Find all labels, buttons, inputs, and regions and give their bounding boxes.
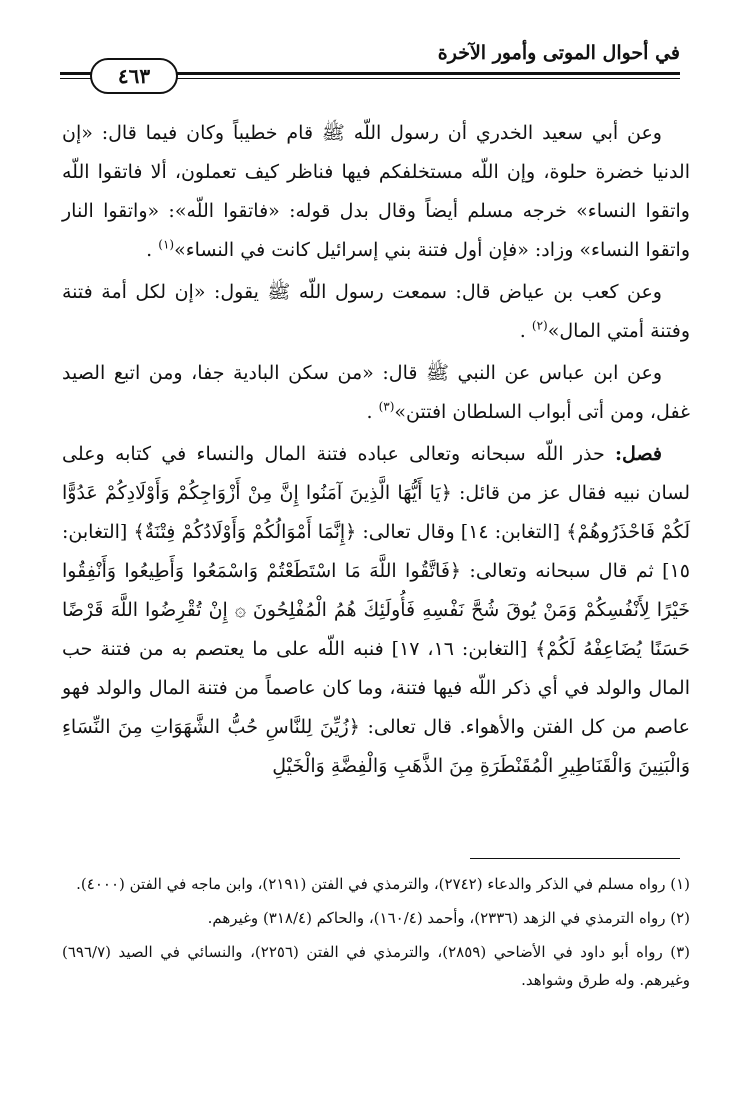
paragraph-text: وعن أبي سعيد الخدري أن رسول اللّه ﷺ قام خطيباً وكان فيما قال: «إن الدنيا خضرة حلوة، وإن اللّه مستخلفكم فيها فناظر كيف تعملون، ألا فاتقوا اللّه واتقوا النساء» خرجه مسلم أيضاً وقال بدل قوله: «فاتقوا اللّه»: «واتقوا النار واتقوا النساء» وزاد: «فإن أول فتنة بني إسرائيل كانت في النساء» <box>62 122 690 261</box>
footnote-1: (١) رواه مسلم في الذكر والدعاء (٢٧٤٢)، والترمذي في الفتن (٢١٩١)، وابن ماجه في الفتن (٤٠٠٠). <box>76 875 690 893</box>
footnote-ref-1: (١) <box>158 237 175 252</box>
section-label: فصل: <box>615 443 663 465</box>
paragraph-text: حذر اللّه سبحانه وتعالى عباده فتنة المال والنساء في كتابه وعلى لسان نبيه فقال عز من قائل: ﴿يَا أَيُّهَا الَّذِينَ آمَنُوا إِنَّ مِنْ أَزْوَاجِكُمْ وَأَوْلَادِكُمْ عَدُوًّا لَكُمْ فَاحْذَرُوهُمْ﴾ [التغابن: ١٤] وقال تعالى: ﴿إِنَّمَا أَمْوَالُكُمْ وَأَوْلَادُكُمْ فِتْنَةٌ﴾ [التغابن: ١٥] ثم قال سبحانه وتعالى: ﴿فَاتَّقُوا اللَّهَ مَا اسْتَطَعْتُمْ وَاسْمَعُوا وَأَطِيعُوا وَأَنْفِقُوا خَيْرًا لِأَنْفُسِكُمْ وَمَنْ يُوقَ شُحَّ نَفْسِهِ فَأُولَئِكَ هُمُ الْمُفْلِحُونَ ۞ إِنْ تُقْرِضُوا اللَّهَ قَرْضًا حَسَنًا يُضَاعِفْهُ لَكُمْ﴾ [التغابن: ١٦، ١٧] فنبه اللّه على ما يعتصم به من فتنة حب المال والولد في أي ذكر اللّه فيها فتنة، وما كان عاصماً من فتنة المال والولد فهو عاصم من كل الفتن والأهواء. قال تعالى: ﴿زُيِّنَ لِلنَّاسِ حُبُّ الشَّهَوَاتِ مِنَ النِّسَاءِ وَالْبَنِينَ وَالْقَنَاطِيرِ الْمُقَنْطَرَةِ مِنَ الذَّهَبِ وَالْفِضَّةِ وَالْخَيْلِ <box>62 443 691 777</box>
page-header <box>60 36 680 96</box>
footnote-3: (٣) رواه أبو داود في الأضاحي (٢٨٥٩)، والترمذي في الفتن (٢٢٥٦)، والنسائي في الصيد (٦٩٦/٧) وغيرهم. وله طرق وشواهد. <box>62 943 690 989</box>
footnote-ref-2: (٢) <box>531 318 548 333</box>
footnote-ref-3: (٣) <box>378 399 395 414</box>
footnotes <box>62 870 690 1000</box>
paragraph-hadith-1: وعن أبي سعيد الخدري أن رسول اللّه ﷺ قام خطيباً وكان فيما قال: «إن الدنيا خضرة حلوة، وإن اللّه مستخلفكم فيها فناظر كيف تعملون، ألا فاتقوا اللّه واتقوا النساء» خرجه مسلم أيضاً وقال بدل قوله: «فاتقوا اللّه»: «واتقوا النار واتقوا النساء» وزاد: «فإن أول فتنة بني إسرائيل كانت في النساء»$^{(١)}$ . <box>62 122 690 261</box>
paragraph-hadith-3: وعن ابن عباس عن النبي ﷺ قال: «من سكن البادية جفا، ومن اتبع الصيد غفل، ومن أتى أبواب السلطان افتتن»$^{(٣)}$ . <box>62 362 690 423</box>
page-number: ٤٦٣ <box>90 58 178 94</box>
footnote-separator <box>470 858 680 859</box>
paragraph-text: وعن كعب بن عياض قال: سمعت رسول اللّه ﷺ يقول: «إن لكل أمة فتنة وفتنة أمتي المال» <box>62 281 690 342</box>
main-text <box>62 114 690 786</box>
paragraph-hadith-2: وعن كعب بن عياض قال: سمعت رسول اللّه ﷺ يقول: «إن لكل أمة فتنة وفتنة أمتي المال»$^{(٢)}$ . <box>62 281 690 342</box>
running-title: في أحوال الموتى وأمور الآخرة <box>437 42 680 64</box>
footnote-2: (٢) رواه الترمذي في الزهد (٢٣٣٦)، وأحمد (١٦٠/٤)، والحاكم (٣١٨/٤) وغيرهم. <box>207 909 690 927</box>
paragraph-section <box>62 435 690 786</box>
paragraph-text: وعن ابن عباس عن النبي ﷺ قال: «من سكن البادية جفا، ومن اتبع الصيد غفل، ومن أتى أبواب السلطان افتتن» <box>62 362 690 423</box>
